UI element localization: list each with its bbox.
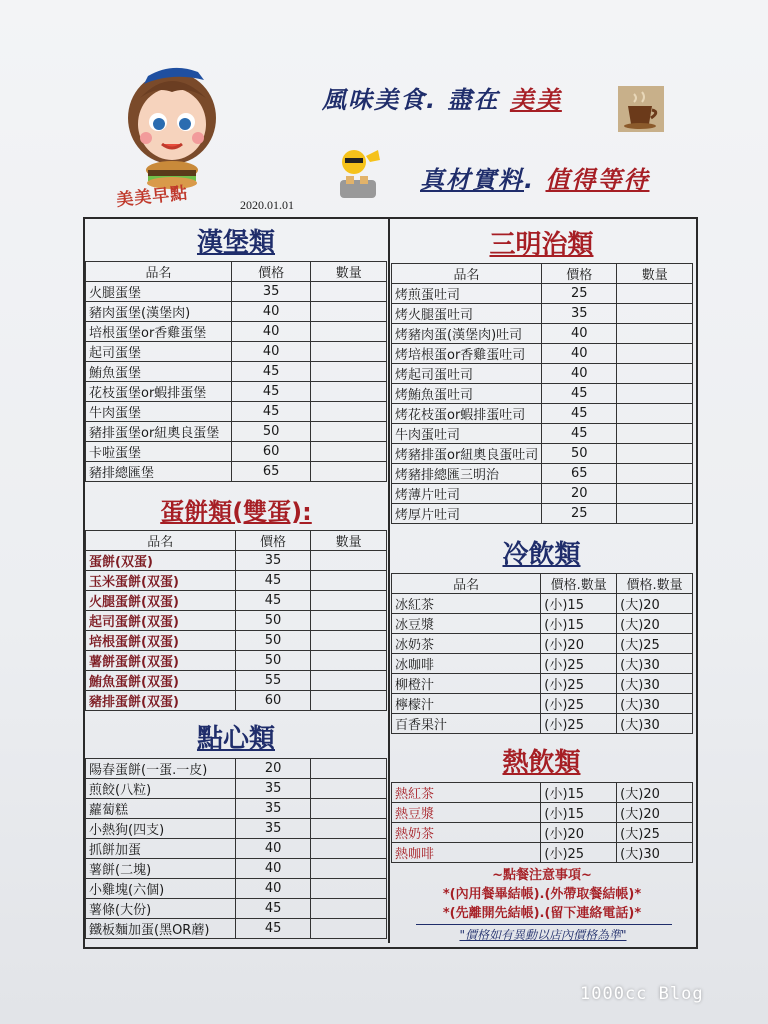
large-price[interactable]: (大)30 [617,714,693,734]
slogan-2 [420,160,649,195]
slogan2-part-b: 值得等待 [545,166,650,194]
table-row [86,342,387,362]
item-price: 45 [231,362,311,382]
qty-cell[interactable] [311,362,387,382]
item-name: 熱豆漿 [392,803,541,823]
item-price: 45 [235,571,311,591]
large-price[interactable]: (大)25 [617,634,693,654]
item-name: 烤花枝蛋or蝦排蛋吐司 [392,404,542,424]
item-price: 25 [541,284,617,304]
table-row [86,839,387,859]
item-name: 薯條(大份) [86,899,236,919]
item-price: 40 [231,302,311,322]
item-price: 40 [541,364,617,384]
table-row [86,282,387,302]
table-row [86,571,387,591]
qty-cell[interactable] [311,671,387,691]
item-price: 25 [541,504,617,524]
large-price[interactable]: (大)20 [617,783,693,803]
item-price: 20 [541,484,617,504]
item-name: 花枝蛋堡or蝦排蛋堡 [86,382,232,402]
table-row [86,671,387,691]
snacks-section-title: 點心類 [196,724,275,754]
qty-cell[interactable] [311,342,387,362]
item-price: 35 [235,799,311,819]
large-price[interactable]: (大)30 [617,843,693,863]
item-name: 熱奶茶 [392,823,541,843]
item-price: 50 [235,631,311,651]
notes-line-2: *(先離開先結帳).(留下連絡電話)* [442,906,642,921]
item-name: 火腿蛋餅(双蛋) [86,591,236,611]
table-row [392,783,693,803]
table-row [86,551,387,571]
item-name: 火腿蛋堡 [86,282,232,302]
item-name: 小雞塊(六個) [86,879,236,899]
small-price[interactable]: (小)25 [541,694,617,714]
qty-cell[interactable] [311,779,387,799]
item-name: 烤煎蛋吐司 [392,284,542,304]
col-name-header: 品名 [86,531,236,551]
table-row [392,654,693,674]
item-price: 35 [235,551,311,571]
qty-cell[interactable] [617,364,693,384]
qty-cell[interactable] [311,651,387,671]
table-row [392,594,693,614]
item-price: 40 [541,344,617,364]
item-price: 50 [235,651,311,671]
qty-cell[interactable] [311,631,387,651]
qty-cell[interactable] [311,611,387,631]
qty-cell[interactable] [311,919,387,939]
item-name: 薯餅(二塊) [86,859,236,879]
small-price[interactable]: (小)25 [541,654,617,674]
item-price: 45 [231,402,311,422]
small-price[interactable]: (小)25 [541,714,617,734]
col-price-header: 價格 [541,264,617,284]
col-large-header: 價格.數量 [617,574,693,594]
qty-cell[interactable] [617,504,693,524]
column-divider [388,219,390,943]
item-name: 烤豬排總匯三明治 [392,464,542,484]
qty-cell[interactable] [617,404,693,424]
snacks-table [85,758,387,939]
table-row [86,859,387,879]
table-row [392,404,693,424]
cold-header-row [392,574,693,594]
table-row [86,462,387,482]
item-name: 豬排蛋堡or紐奧良蛋堡 [86,422,232,442]
notes-divider [416,924,672,925]
large-price[interactable]: (大)20 [617,803,693,823]
table-row [392,843,693,863]
slogan2-part-a: 真材實料 [420,166,524,194]
qty-cell[interactable] [311,691,387,711]
item-price: 45 [235,591,311,611]
item-name: 檸檬汁 [392,694,541,714]
table-row [86,402,387,422]
slogan1-part-c: 美美 [509,86,562,114]
coffee-cup-icon [618,86,664,132]
item-price: 65 [231,462,311,482]
large-price[interactable]: (大)25 [617,823,693,843]
table-row [86,422,387,442]
item-name: 玉米蛋餅(双蛋) [86,571,236,591]
sandwich-header-row [392,264,693,284]
qty-cell[interactable] [311,302,387,322]
table-row [86,759,387,779]
item-name: 鐵板麵加蛋(黑OR蘑) [86,919,236,939]
table-row [86,651,387,671]
qty-cell[interactable] [617,384,693,404]
table-row [86,819,387,839]
item-price: 40 [235,859,311,879]
item-price: 35 [235,819,311,839]
small-price[interactable]: (小)20 [541,823,617,843]
burger-header-row [86,262,387,282]
item-price: 60 [235,691,311,711]
notes-title: ~點餐注意事項~ [492,868,592,883]
table-row [392,634,693,654]
qty-cell[interactable] [311,859,387,879]
col-qty-header: 數量 [311,262,387,282]
item-name: 培根蛋餅(双蛋) [86,631,236,651]
item-price: 45 [541,424,617,444]
item-price: 45 [235,919,311,939]
notes-line-1: *(內用餐畢結帳).(外帶取餐結帳)* [442,887,642,902]
table-row [392,504,693,524]
table-row [392,464,693,484]
table-row [86,919,387,939]
item-name: 抓餅加蛋 [86,839,236,859]
table-row [392,304,693,324]
table-row [392,714,693,734]
small-price[interactable]: (小)25 [541,674,617,694]
table-row [392,344,693,364]
large-price[interactable]: (大)30 [617,674,693,694]
item-name: 冰奶茶 [392,634,541,654]
slogan1-dot: . [426,86,438,114]
item-name: 牛肉蛋吐司 [392,424,542,444]
item-name: 烤起司蛋吐司 [392,364,542,384]
qty-cell[interactable] [617,484,693,504]
eggpie-header-row [86,531,387,551]
table-row [392,444,693,464]
large-price[interactable]: (大)30 [617,654,693,674]
qty-cell[interactable] [311,422,387,442]
item-price: 40 [231,322,311,342]
table-row [86,899,387,919]
hot-drinks-section-title: 熱飲類 [502,748,581,778]
item-name: 鮪魚蛋餅(双蛋) [86,671,236,691]
qty-cell[interactable] [311,899,387,919]
table-row [392,424,693,444]
large-price[interactable]: (大)20 [617,614,693,634]
item-price: 45 [541,384,617,404]
table-row [86,691,387,711]
large-price[interactable]: (大)20 [617,594,693,614]
slogan-1 [322,80,562,115]
item-name: 豬排總匯堡 [86,462,232,482]
qty-cell[interactable] [311,382,387,402]
qty-cell[interactable] [617,324,693,344]
qty-cell[interactable] [311,799,387,819]
qty-cell[interactable] [617,424,693,444]
col-price-header: 價格 [231,262,311,282]
table-row [86,779,387,799]
item-name: 熱咖啡 [392,843,541,863]
item-name: 起司蛋堡 [86,342,232,362]
item-name: 烤培根蛋or香雞蛋吐司 [392,344,542,364]
small-price[interactable]: (小)15 [541,803,617,823]
item-name: 薯餅蛋餅(双蛋) [86,651,236,671]
item-price: 60 [231,442,311,462]
table-row [86,631,387,651]
qty-cell[interactable] [311,839,387,859]
small-price[interactable]: (小)20 [541,634,617,654]
table-row [86,611,387,631]
qty-cell[interactable] [311,879,387,899]
cold-drinks-section-title: 冷飲類 [502,540,581,570]
table-row [86,382,387,402]
item-name: 百香果汁 [392,714,541,734]
small-price[interactable]: (小)15 [541,614,617,634]
item-name: 烤薄片吐司 [392,484,542,504]
qty-cell[interactable] [311,402,387,422]
item-name: 烤火腿蛋吐司 [392,304,542,324]
col-name-header: 品名 [392,574,541,594]
table-row [392,384,693,404]
small-price[interactable]: (小)25 [541,843,617,863]
burger-section-title: 漢堡類 [196,228,275,258]
eggpie-table [85,530,387,711]
item-price: 65 [541,464,617,484]
item-price: 50 [231,422,311,442]
qty-cell[interactable] [617,464,693,484]
burger-table [85,261,387,482]
table-row [392,484,693,504]
table-row [392,823,693,843]
col-qty-header: 數量 [617,264,693,284]
slogan1-part-a: 風味美食 [322,86,426,114]
menu-date: 2020.01.01 [240,198,294,212]
mascot-logo-icon [118,58,226,196]
qty-cell[interactable] [311,442,387,462]
table-row [392,674,693,694]
table-row [86,362,387,382]
cold-drinks-table [391,573,693,734]
qty-cell[interactable] [617,444,693,464]
item-price: 45 [541,404,617,424]
item-price: 40 [231,342,311,362]
item-name: 煎餃(八粒) [86,779,236,799]
slogan2-dot: . [524,166,536,194]
item-name: 豬肉蛋堡(漢堡肉) [86,302,232,322]
item-name: 陽春蛋餅(一蛋.一皮) [86,759,236,779]
item-name: 蛋餅(双蛋) [86,551,236,571]
order-notes [392,866,692,923]
item-name: 冰豆漿 [392,614,541,634]
small-price[interactable]: (小)15 [541,594,617,614]
item-price: 40 [235,839,311,859]
item-name: 小熱狗(四支) [86,819,236,839]
qty-cell[interactable] [617,344,693,364]
qty-cell[interactable] [311,282,387,302]
col-price-header: 價格 [235,531,311,551]
qty-cell[interactable] [311,819,387,839]
qty-cell[interactable] [311,322,387,342]
item-name: 卡啦蛋堡 [86,442,232,462]
item-price: 35 [231,282,311,302]
hot-drinks-table [391,782,693,863]
table-row [86,591,387,611]
large-price[interactable]: (大)30 [617,694,693,714]
sandwich-table [391,263,693,524]
table-row [392,694,693,714]
qty-cell[interactable] [617,304,693,324]
table-row [392,364,693,384]
item-price: 50 [541,444,617,464]
qty-cell[interactable] [311,551,387,571]
table-row [392,324,693,344]
item-price: 35 [235,779,311,799]
table-row [86,302,387,322]
item-name: 鮪魚蛋堡 [86,362,232,382]
item-name: 豬排蛋餅(双蛋) [86,691,236,711]
item-price: 40 [541,324,617,344]
item-price: 50 [235,611,311,631]
small-price[interactable]: (小)15 [541,783,617,803]
table-row [86,799,387,819]
table-row [392,284,693,304]
table-row [392,614,693,634]
table-row [86,322,387,342]
qty-cell[interactable] [311,759,387,779]
item-price: 45 [235,899,311,919]
item-price: 20 [235,759,311,779]
col-name-header: 品名 [86,262,232,282]
item-name: 冰紅茶 [392,594,541,614]
item-name: 冰咖啡 [392,654,541,674]
eggpie-section-title: 蛋餅類(雙蛋): [160,498,312,526]
item-name: 蘿蔔糕 [86,799,236,819]
table-row [86,879,387,899]
col-name-header: 品名 [392,264,542,284]
slogan1-part-b: 盡在 [447,86,500,114]
qty-cell[interactable] [311,591,387,611]
item-price: 55 [235,671,311,691]
col-small-header: 價格.數量 [541,574,617,594]
qty-cell[interactable] [617,284,693,304]
blog-watermark: 1000cc Blog [580,984,704,1004]
item-price: 35 [541,304,617,324]
table-row [86,442,387,462]
qty-cell[interactable] [311,462,387,482]
item-name: 烤鮪魚蛋吐司 [392,384,542,404]
item-price: 45 [231,382,311,402]
item-name: 培根蛋堡or香雞蛋堡 [86,322,232,342]
toaster-mascot-icon [334,146,386,202]
item-price: 40 [235,879,311,899]
col-qty-header: 數量 [311,531,387,551]
item-name: 牛肉蛋堡 [86,402,232,422]
item-name: 熱紅茶 [392,783,541,803]
table-row [392,803,693,823]
item-name: 烤豬肉蛋(漢堡肉)吐司 [392,324,542,344]
item-name: 烤厚片吐司 [392,504,542,524]
item-name: 烤豬排蛋or紐奧良蛋吐司 [392,444,542,464]
item-name: 起司蛋餅(双蛋) [86,611,236,631]
logo-text: 美美早點 [115,183,190,211]
qty-cell[interactable] [311,571,387,591]
item-name: 柳橙汁 [392,674,541,694]
price-disclaimer: "價格如有異動以店內價格為準" [459,928,627,942]
sandwich-section-title: 三明治類 [489,230,594,260]
